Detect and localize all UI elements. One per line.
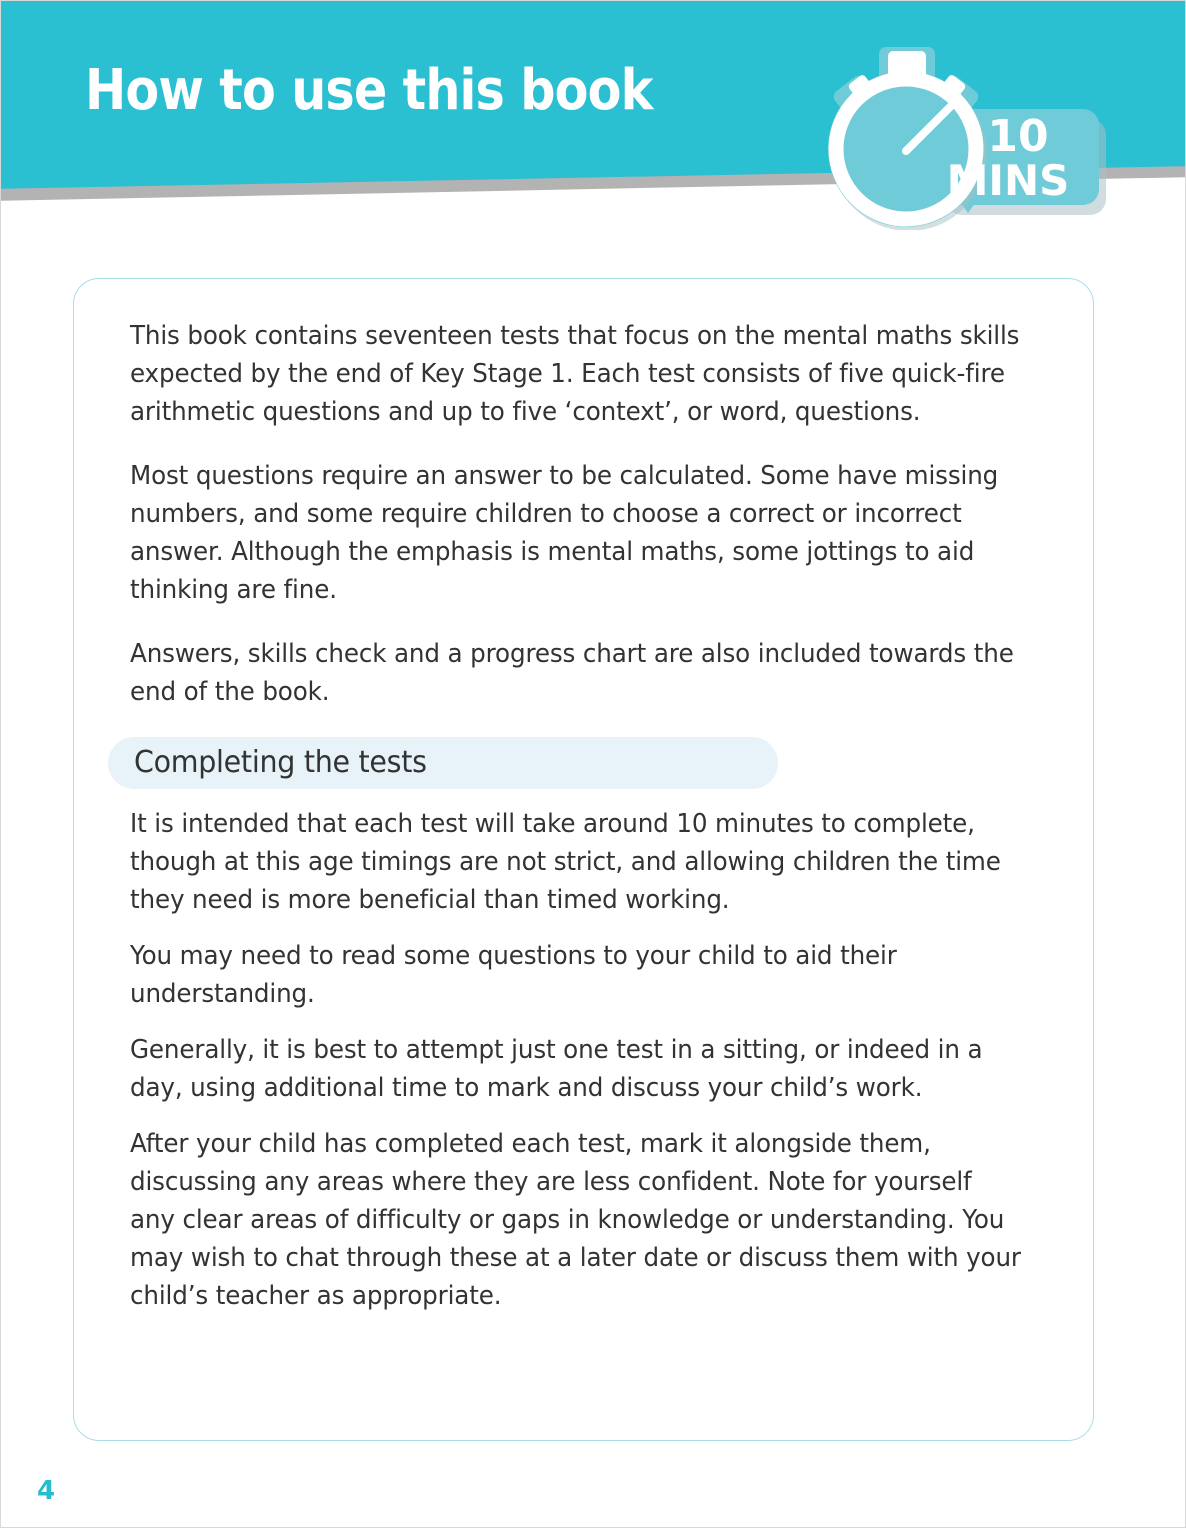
timer-unit-label: MINS	[946, 156, 1070, 205]
timer-badge-group	[796, 45, 1116, 230]
stopwatch-icon	[796, 45, 1116, 230]
timer-minutes-value: 10	[987, 111, 1049, 162]
page-title: How to use this book	[85, 58, 653, 123]
section-paragraph-1: It is intended that each test will take around 10 minutes to complete, though at this age timings are not strict, and allowing children the time they need is more beneficial than timed working.	[130, 809, 1001, 915]
section-paragraph-4: After your child has completed each test, mark it alongside them, discussing any areas where they are less confident. Note for yourself any clear areas of difficulty or gaps in knowledge or understanding. You may wish to chat through these at a later date or discuss them with your child’s teacher as appropriate.	[130, 1129, 1021, 1311]
page-number: 4	[37, 1476, 56, 1506]
section-paragraph-3: Generally, it is best to attempt just one test in a sitting, or indeed in a day, using additional time to mark and discuss your child’s work.	[130, 1035, 983, 1103]
intro-paragraph-3: Answers, skills check and a progress chart are also included towards the end of the book.	[130, 639, 1014, 707]
section-heading-label: Completing the tests	[134, 745, 427, 780]
content-body	[130, 317, 1055, 1333]
page-header	[1, 1, 1186, 216]
intro-paragraph-2: Most questions require an answer to be calculated. Some have missing numbers, and some require children to choose a correct or incorrect answer. Although the emphasis is mental maths, some jottings to aid thinking are fine.	[130, 461, 999, 605]
content-card	[73, 278, 1094, 1441]
intro-paragraph-1: This book contains seventeen tests that focus on the mental maths skills expected by the end of Key Stage 1. Each test consists of five quick-fire arithmetic questions and up to five ‘context’, or word, questions.	[130, 321, 1020, 427]
section-heading-pill	[108, 737, 778, 789]
section-paragraph-2: You may need to read some questions to your child to aid their understanding.	[130, 941, 897, 1009]
